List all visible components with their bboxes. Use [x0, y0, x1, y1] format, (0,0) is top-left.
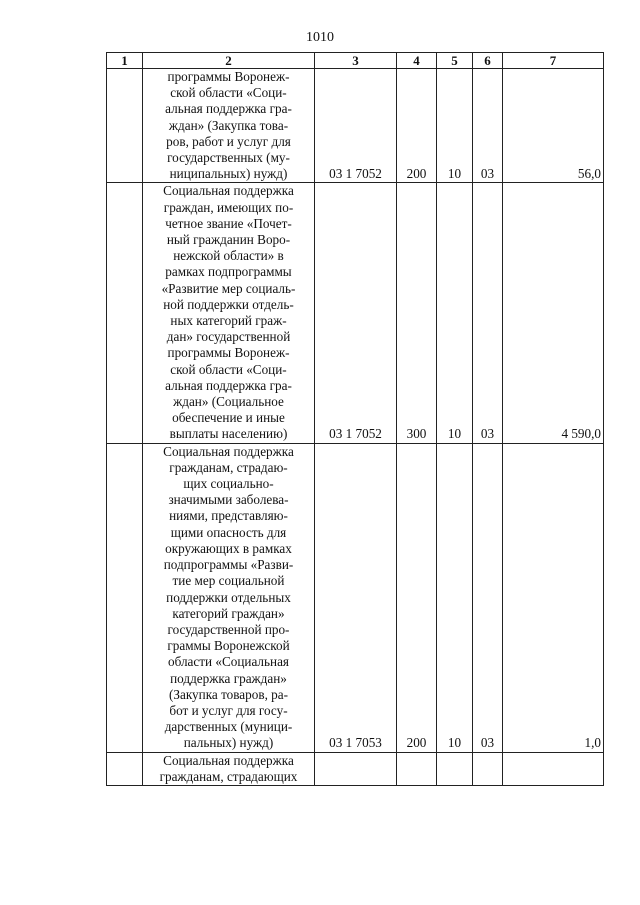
header-col-2: 2: [143, 53, 315, 69]
description-cell: [143, 69, 315, 183]
description-line: государственных (му-: [167, 150, 290, 166]
amount-cell: 56,0: [503, 69, 604, 183]
description-line: поддержки отдельных: [166, 589, 291, 605]
amount-cell: 4 590,0: [503, 183, 604, 443]
description-line: Социальная поддержка: [163, 752, 294, 768]
description-line: гражданам, страдаю-: [169, 459, 288, 475]
description-line: программы Воронеж-: [167, 345, 290, 361]
description-line: граммы Воронежской: [167, 638, 290, 654]
description-line: выплаты населению): [169, 426, 288, 442]
subsection-cell: 03: [473, 183, 503, 443]
section-cell: 10: [437, 183, 473, 443]
row-index-cell: [107, 443, 143, 752]
description-line: рамках подпрограммы: [165, 264, 292, 280]
description-cell: [143, 752, 315, 785]
description-line: ской области «Соци-: [170, 361, 287, 377]
table-row: [107, 443, 604, 752]
target-code-cell: [315, 752, 397, 785]
header-col-6: 6: [473, 53, 503, 69]
description-line: нежской области» в: [173, 248, 284, 264]
expense-type-cell: 200: [397, 443, 437, 752]
expense-type-cell: 200: [397, 69, 437, 183]
subsection-cell: 03: [473, 443, 503, 752]
description-cell: [143, 183, 315, 443]
table-row: [107, 752, 604, 785]
section-cell: [437, 752, 473, 785]
description-line: области «Социальная: [167, 654, 290, 670]
target-code-cell: 03 1 7053: [315, 443, 397, 752]
description-line: обеспечение и иные: [172, 410, 285, 426]
description-line: ждан» (Закупка това-: [168, 117, 289, 133]
row-index-cell: [107, 69, 143, 183]
subsection-cell: 03: [473, 69, 503, 183]
description-line: подпрограммы «Разви-: [163, 557, 294, 573]
description-line: категорий граждан»: [172, 605, 285, 621]
description-line: программы Воронеж-: [167, 69, 290, 84]
description-line: бот и услуг для госу-: [169, 702, 288, 718]
description-cell: [143, 443, 315, 752]
page-number: 1010: [306, 30, 334, 45]
description-line: окружающих в рамках: [165, 540, 292, 556]
table-row: [107, 183, 604, 443]
description-line: тие мер социальной: [172, 573, 285, 589]
description-line: пальных) нужд): [183, 735, 274, 751]
budget-table: [106, 52, 604, 786]
amount-cell: [503, 752, 604, 785]
description-line: значимыми заболева-: [168, 492, 289, 508]
expense-type-cell: [397, 752, 437, 785]
description-line: щих социально-: [183, 476, 274, 492]
description-line: ждан» (Социальное: [173, 394, 284, 410]
header-col-1: 1: [107, 53, 143, 69]
description-line: альная поддержка гра-: [165, 377, 292, 393]
header-col-7: 7: [503, 53, 604, 69]
description-line: ный гражданин Воро-: [166, 232, 291, 248]
description-line: поддержка граждан»: [170, 670, 287, 686]
description-line: ниями, представляю-: [169, 508, 288, 524]
description-line: ных категорий граж-: [170, 313, 287, 329]
description-line: щими опасность для: [170, 524, 287, 540]
description-line: ниципальных) нужд): [169, 166, 288, 182]
header-row: [107, 53, 604, 69]
table-row: [107, 69, 604, 183]
row-index-cell: [107, 752, 143, 785]
description-line: государственной про-: [167, 621, 290, 637]
description-line: ной поддержки отдель-: [163, 296, 294, 312]
description-line: ской области «Соци-: [170, 85, 287, 101]
row-index-cell: [107, 183, 143, 443]
description-line: Социальная поддержка: [163, 183, 294, 199]
description-line: четное звание «Почет-: [165, 215, 292, 231]
target-code-cell: 03 1 7052: [315, 183, 397, 443]
description-line: дарственных (муници-: [164, 719, 293, 735]
description-line: (Закупка товаров, ра-: [168, 686, 288, 702]
description-line: Социальная поддержка: [163, 443, 294, 459]
header-col-3: 3: [315, 53, 397, 69]
description-line: «Развитие мер социаль-: [161, 280, 296, 296]
description-line: альная поддержка гра-: [165, 101, 292, 117]
description-line: ров, работ и услуг для: [166, 133, 291, 149]
target-code-cell: 03 1 7052: [315, 69, 397, 183]
amount-cell: 1,0: [503, 443, 604, 752]
expense-type-cell: 300: [397, 183, 437, 443]
header-col-4: 4: [397, 53, 437, 69]
section-cell: 10: [437, 69, 473, 183]
description-line: гражданам, страдающих: [159, 768, 298, 784]
description-line: граждан, имеющих по-: [163, 199, 294, 215]
section-cell: 10: [437, 443, 473, 752]
description-line: дан» государственной: [166, 329, 291, 345]
header-col-5: 5: [437, 53, 473, 69]
subsection-cell: [473, 752, 503, 785]
